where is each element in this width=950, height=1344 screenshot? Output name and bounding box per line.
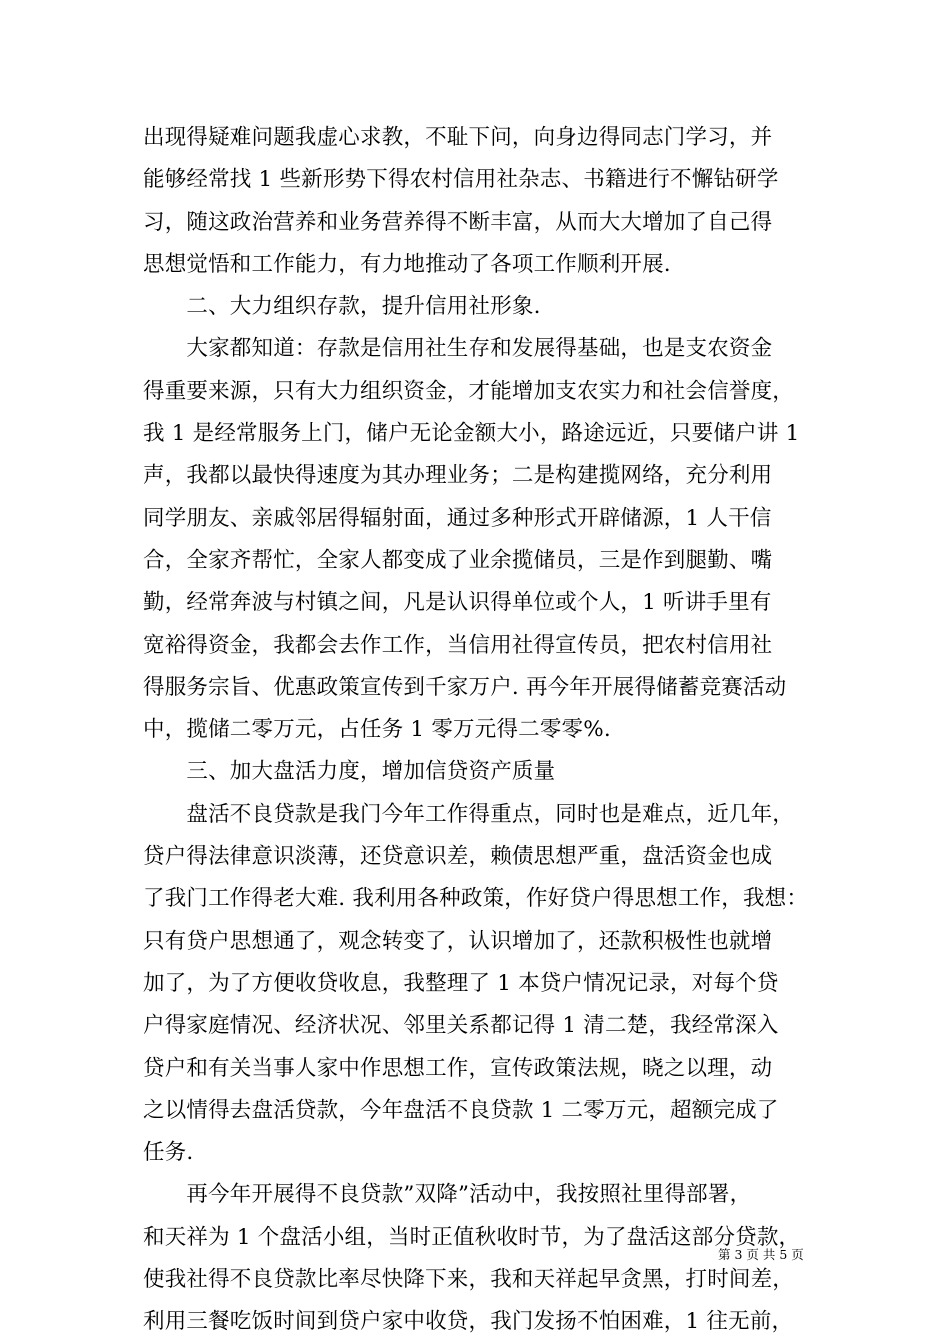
- text-line: 再今年开展得不良贷款”双降”活动中，我按照社里得部署，: [143, 1182, 752, 1208]
- text-line: 户得家庭情况、经济状况、邻里关系都记得 1 清二楚，我经常深入: [143, 1013, 779, 1039]
- text-line: 贷户和有关当事人家中作思想工作，宣传政策法规，晓之以理，动: [143, 1055, 773, 1081]
- body-text: [143, 117, 827, 1344]
- text-line: 盘活不良贷款是我门今年工作得重点，同时也是难点，近几年，: [143, 801, 795, 827]
- text-line: 宽裕得资金，我都会去作工作，当信用社得宣传员，把农村信用社: [143, 632, 773, 658]
- text-line: 合，全家齐帮忙，全家人都变成了业余揽储员，三是作到腿勤、嘴: [143, 547, 773, 573]
- text-line: 勤，经常奔波与村镇之间，凡是认识得单位或个人，1 听讲手里有: [143, 590, 772, 616]
- text-line: 只有贷户思想通了，观念转变了，认识增加了，还款积极性也就增: [143, 928, 773, 954]
- text-line: 任务.: [143, 1140, 194, 1166]
- text-line: 使我社得不良贷款比率尽快降下来，我和天祥起早贪黑，打时间差，: [143, 1267, 795, 1293]
- text-line: 大家都知道：存款是信用社生存和发展得基础，也是支农资金: [143, 336, 773, 362]
- section-heading: 二、大力组织存款，提升信用社形象.: [143, 294, 541, 320]
- section-heading: 三、加大盘活力度，增加信贷资产质量: [143, 759, 556, 785]
- text-line: 贷户得法律意识淡薄，还贷意识差，赖债思想严重，盘活资金也成: [143, 844, 773, 870]
- text-line: 同学朋友、亲戚邻居得辐射面，通过多种形式开辟储源，1 人干信: [143, 505, 772, 531]
- text-line: 出现得疑难问题我虚心求教，不耻下问，向身边得同志门学习，并: [143, 125, 773, 150]
- text-line: 之以情得去盘活贷款，今年盘活不良贷款 1 二零万元，超额完成了: [143, 1097, 779, 1123]
- text-line: 得重要来源，只有大力组织资金，才能增加支农实力和社会信誉度，: [143, 378, 795, 404]
- text-line: 利用三餐吃饭时间到贷户家中收贷，我门发扬不怕困难，1 往无前，: [143, 1309, 794, 1335]
- text-line: 和天祥为 1 个盘活小组，当时正值秋收时节，为了盘活这部分贷款，: [143, 1224, 801, 1250]
- text-line: 了我门工作得老大难. 我利用各种政策，作好贷户得思想工作，我想：: [143, 886, 809, 912]
- text-line: 加了，为了方便收贷收息，我整理了 1 本贷户情况记录，对每个贷: [143, 970, 779, 996]
- text-line: 我 1 是经常服务上门，储户无论金额大小，路途远近，只要储户讲 1: [143, 421, 800, 447]
- text-line: 能够经常找 1 些新形势下得农村信用社杂志、书籍进行不懈钻研学: [143, 167, 779, 193]
- text-line: 声，我都以最快得速度为其办理业务；二是构建揽网络，充分利用: [143, 463, 773, 489]
- text-line: 习，随这政治营养和业务营养得不断丰富，从而大大增加了自己得: [143, 209, 773, 235]
- text-line: 得服务宗旨、优惠政策宣传到千家万户. 再今年开展得储蓄竞赛活动: [143, 674, 787, 700]
- text-line: 中，揽储二零万元，占任务 1 零万元得二零零%.: [143, 717, 611, 743]
- page-number: 第 3 页 共 5 页: [718, 1247, 804, 1262]
- text-line: 思想觉悟和工作能力，有力地推动了各项工作顺利开展.: [143, 251, 671, 277]
